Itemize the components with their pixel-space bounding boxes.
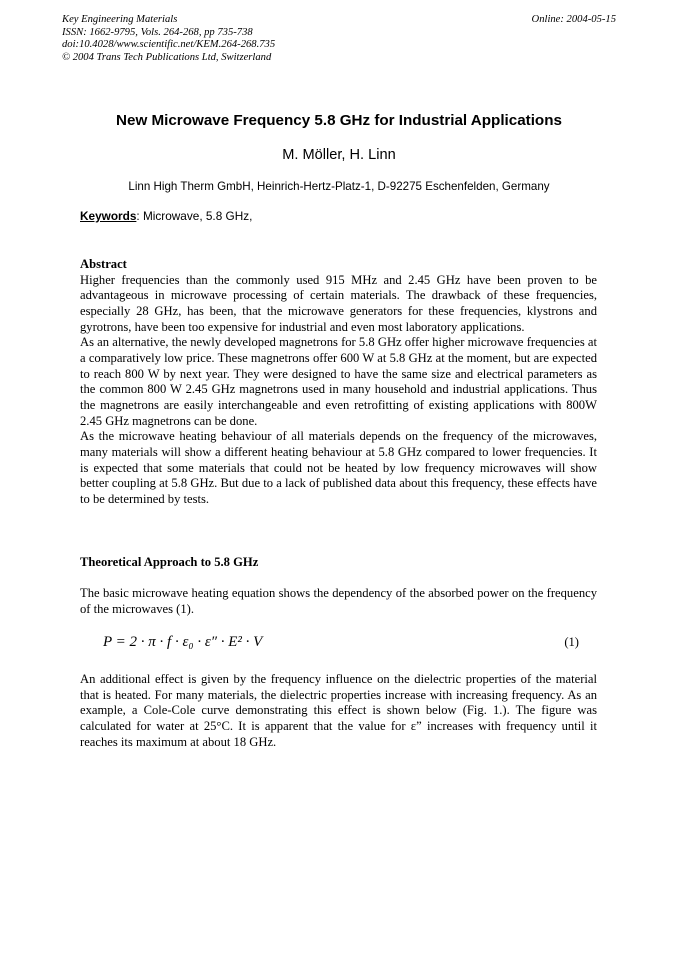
- abstract-section: [80, 257, 597, 508]
- keywords-line: [80, 209, 252, 224]
- journal-name: Key Engineering Materials: [62, 14, 178, 25]
- online-date: Online: 2004-05-15: [531, 14, 616, 25]
- theory-paragraph-2: An additional effect is given by the frequency influence on the dielectric properties of the material that is heated. For many materials, the dielectric properties increase with increasing frequency. As an example, a Cole-Cole curve demonstrating this effect is shown below (Fig. 1.). The figure was calculated for water at 25°C. It is apparent that the value for ε” increases with frequency until it reaches its maximum at about 18 GHz.: [80, 672, 597, 749]
- abstract-heading: Abstract: [80, 257, 127, 271]
- equation-formula: P = 2 · π · f · ε₀ · ε″ · E² · V: [103, 634, 263, 650]
- heating-equation: [103, 633, 579, 651]
- doi-line: doi:10.4028/www.scientific.net/KEM.264-268.735: [62, 39, 276, 50]
- theory-section-text-1: [80, 586, 597, 617]
- abstract-paragraph-1: Higher frequencies than the commonly used 915 MHz and 2.45 GHz have been proven to be advantageous in microwave processing of certain materials. The drawback of these frequencies, especially 28 GHz, has been, that the microwave generators for these frequencies, klystrons and gyrotrons, have been too expensive for industrial and even most laboratory applications.: [80, 272, 597, 334]
- paper-authors: M. Möller, H. Linn: [282, 147, 396, 163]
- equation-number: (1): [564, 635, 579, 649]
- theory-paragraph-1: The basic microwave heating equation shows the dependency of the absorbed power on the frequency of the microwaves (1).: [80, 586, 597, 616]
- journal-meta: [62, 14, 275, 64]
- author-affiliation: Linn High Therm GmbH, Heinrich-Hertz-Platz-1, D-92275 Eschenfelden, Germany: [128, 180, 550, 193]
- abstract-paragraph-3: As the microwave heating behaviour of all materials depends on the frequency of the microwaves, many materials will show a different heating behaviour at 5.8 GHz compared to lower frequencies. It is expected that some materials that could not be heated by low frequency microwaves will show better coupling at 5.8 GHz. But due to a lack of published data about this frequency, these effects have to be determined by tests.: [80, 429, 597, 506]
- paper-title: New Microwave Frequency 5.8 GHz for Industrial Applications: [116, 112, 562, 129]
- keywords-text: : Microwave, 5.8 GHz,: [136, 209, 253, 223]
- keywords-label: Keywords: [80, 209, 137, 223]
- issn-line: ISSN: 1662-9795, Vols. 264-268, pp 735-738: [62, 26, 253, 38]
- theory-section-text-2: [80, 672, 597, 750]
- section-heading-theory: Theoretical Approach to 5.8 GHz: [80, 555, 259, 569]
- abstract-paragraph-2: As an alternative, the newly developed magnetrons for 5.8 GHz offer higher microwave frequencies at a comparatively low price. These magnetrons offer 600 W at 5.8 GHz at the moment, but are expected to reach 800 W by next year. They were designed to have the same size and electrical parameters as the common 800 W 2.45 GHz magnetrons used in many household and industrial applications. Thus the magnetrons are easily interchangeable and even retrofitting of existing applications with 800W 2.45 GHz magnetrons can be done.: [80, 335, 597, 428]
- copyright-line: © 2004 Trans Tech Publications Ltd, Switzerland: [62, 51, 272, 63]
